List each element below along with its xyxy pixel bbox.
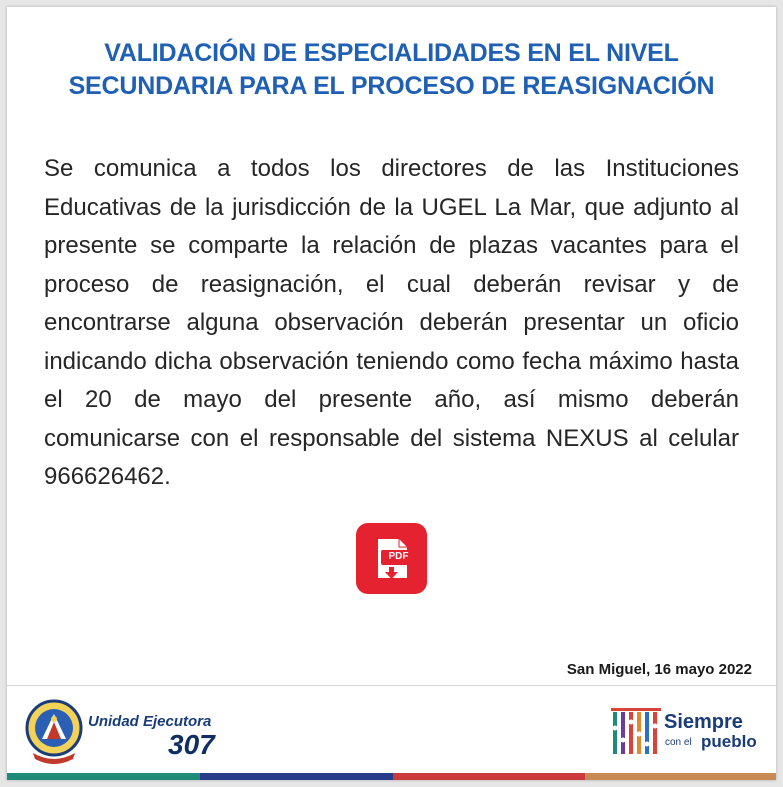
footer-stripe-green bbox=[7, 773, 200, 780]
announcement-title: VALIDACIÓN DE ESPECIALIDADES EN EL NIVEL SECUNDARIA PARA EL PROCESO DE REASIGNACIÓN bbox=[68, 39, 715, 100]
footer-divider bbox=[7, 685, 776, 686]
date-line: San Miguel, 16 mayo 2022 bbox=[566, 661, 752, 678]
footer-stripe-blue bbox=[200, 773, 393, 780]
slogan-small: con el bbox=[665, 737, 692, 748]
pdf-label: PDF bbox=[388, 551, 409, 562]
slogan-main: Siempre bbox=[664, 711, 743, 733]
unit-number: 307 bbox=[168, 729, 215, 760]
footer-stripe-red bbox=[393, 773, 585, 780]
unit-label: Unidad Ejecutora bbox=[88, 713, 212, 730]
siempre-bars-logo-icon bbox=[611, 708, 661, 756]
ugel-la-mar-emblem-icon bbox=[25, 695, 83, 767]
slogan-bold: pueblo bbox=[701, 732, 757, 751]
footer bbox=[7, 685, 776, 780]
pdf-download-button[interactable] bbox=[356, 523, 427, 594]
footer-stripe-tan bbox=[585, 773, 776, 780]
announcement-card bbox=[7, 7, 776, 780]
announcement-body: Se comunica a todos los directores de las Instituciones Educativas de la jurisdicción de la UGEL La Mar, que adjunto al presente se comparte la relación de plazas vacantes para el proceso de reasignación, el cual deberán revisar y de encontrarse alguna observación deberán presentar un oficio indicando dicha observación teniendo como fecha máximo hasta el 20 de mayo del presente año, así mismo deberán comunicarse con el responsable del sistema NEXUS al celular 966626462. bbox=[44, 155, 739, 490]
